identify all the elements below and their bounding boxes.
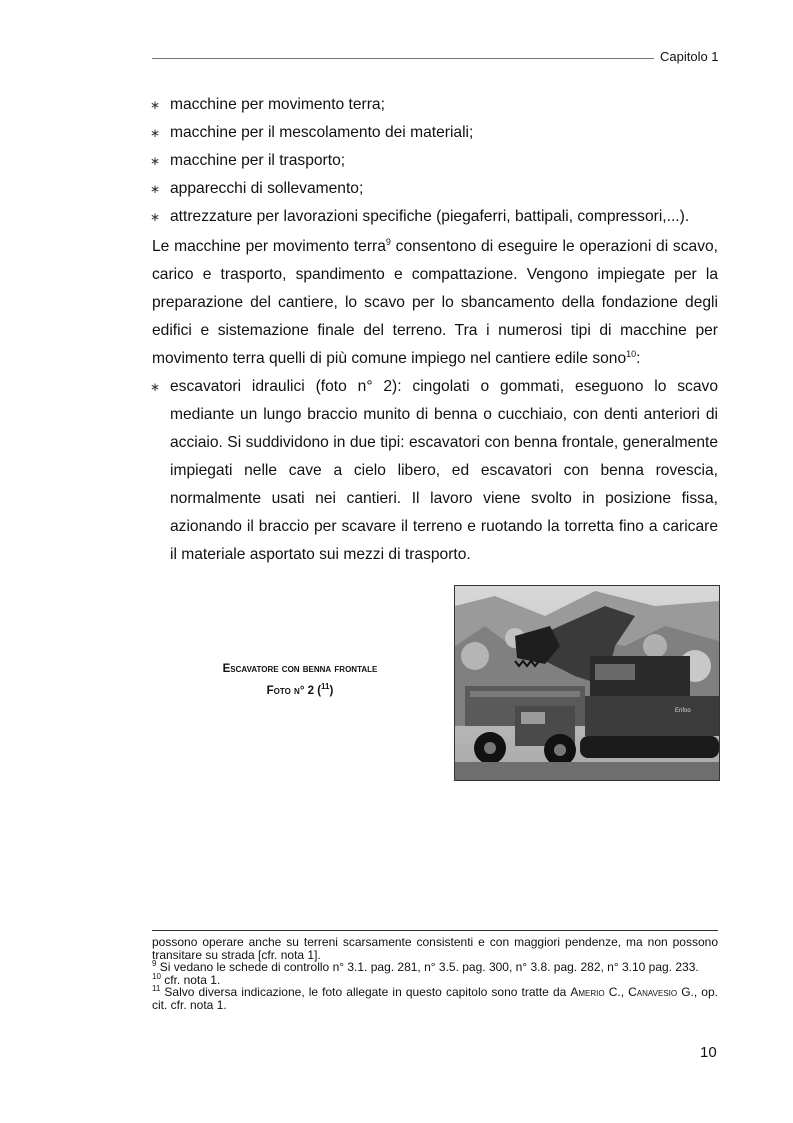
footnote-text: C., (604, 985, 629, 999)
list-item-text: macchine per il mescolamento dei materiali; (170, 124, 474, 141)
list-item-text: macchine per il trasporto; (170, 152, 346, 169)
bullet-icon: ∗ (150, 126, 161, 140)
footnote-ref-10[interactable]: 10 (626, 348, 637, 359)
list-item (150, 175, 720, 203)
list-item-text: macchine per movimento terra; (170, 96, 385, 113)
rock (461, 642, 489, 670)
footnote-mark: 11 (152, 984, 161, 993)
truck-window (521, 712, 545, 724)
photo-caption (180, 661, 420, 700)
list-item (150, 147, 720, 175)
caption-photo-ref (180, 678, 420, 700)
excavator-tracks (580, 736, 719, 758)
footnotes (152, 936, 718, 1011)
bullet-icon: ∗ (150, 154, 161, 168)
footnote-11 (152, 986, 718, 1011)
excavator-item (150, 373, 720, 569)
excavator-photo-image (455, 586, 719, 780)
list-item (150, 91, 720, 119)
footnote-mark: 9 (152, 959, 157, 968)
paragraph-text: consentono di eseguire le operazioni di scavo, carico e trasporto, spandimento e compattazione. Vengono impiegate per la preparazione del cantiere, lo scavo per lo sbancamento della fondazione degli edifici e sistemazione finale del terreno. Tra i numerosi tipi di macchine per movimento terra quelli di più comune impiego nel cantiere edile sono (152, 238, 719, 367)
rock (643, 634, 667, 658)
footnote-continuation: possono operare anche su terreni scarsamente consistenti e con maggiori pendenze, ma non possono transitare su strada [cfr. nota 1]. (152, 935, 718, 962)
footnote-mark: 10 (152, 971, 161, 981)
author-name: Canavesio (628, 985, 678, 999)
excavator-photo (454, 585, 720, 781)
footnote-9 (152, 961, 718, 974)
excavator-description: escavatori idraulici (foto n° 2): cingolati o gommati, eseguono lo scavo mediante un lungo braccio munito di benna o cucchiaio, con denti anteriori di acciaio. Si suddividono in due tipi: escavatori con benna frontale, generalmente impiegati nelle cave a cielo libero, ed escavatori con benna rovescia, normalmente usati nei cantieri. Il lavoro viene svolto in posizione fissa, azionando il braccio per scavare il terreno e ruotando la torretta fino a caricare il materiale asportato sui mezzi di trasporto. (170, 378, 718, 563)
footnote-rule (152, 930, 718, 931)
bullet-icon: ∗ (150, 182, 161, 196)
list-item-text: attrezzature per lavorazioni specifiche (piegaferri, battipali, compressori,...). (170, 208, 690, 225)
header-rule (152, 58, 654, 59)
paragraph-text: Le macchine per movimento terra (152, 238, 386, 255)
ground (455, 762, 719, 780)
cab-window (595, 664, 635, 680)
bullet-icon: ∗ (150, 210, 161, 224)
list-item (150, 203, 720, 231)
list-item-text: apparecchi di sollevamento; (170, 180, 364, 197)
author-name: Amerio (570, 985, 605, 999)
bullet-icon: ∗ (150, 380, 161, 394)
footnote-ref-11[interactable]: 11 (321, 682, 330, 691)
footnote-text: cfr. nota 1. (160, 972, 221, 987)
footnote-text: Salvo diversa indicazione, le foto allegate in questo capitolo sono tratte da (160, 985, 571, 999)
caption-photo-label: Foto n° 2 ( (266, 684, 322, 697)
truck-hub (554, 744, 566, 756)
footnote-text: G., op. cit. cfr. nota 1. (152, 985, 718, 1012)
truck-hub (484, 742, 496, 754)
list-item (150, 119, 720, 147)
body-paragraph (152, 233, 718, 373)
page-number: 10 (700, 1044, 717, 1061)
caption-close: ) (329, 684, 334, 697)
caption-title: Escavatore con benna frontale (222, 663, 378, 675)
bullet-icon: ∗ (150, 98, 161, 112)
truck-label: Enfoo (675, 708, 691, 714)
footnote-ref-9[interactable]: 9 (385, 236, 391, 247)
truck-bed-edge (470, 691, 580, 697)
excavator-body (585, 696, 719, 736)
paragraph-text: : (636, 350, 641, 367)
chapter-label: Capitolo 1 (660, 49, 719, 64)
equipment-list (150, 91, 720, 231)
footnote-text: Si vedano le schede di controllo n° 3.1. pag. 281, n° 3.5. pag. 300, n° 3.8. pag. 282, n° 3.10 pag. 233. (156, 960, 699, 974)
